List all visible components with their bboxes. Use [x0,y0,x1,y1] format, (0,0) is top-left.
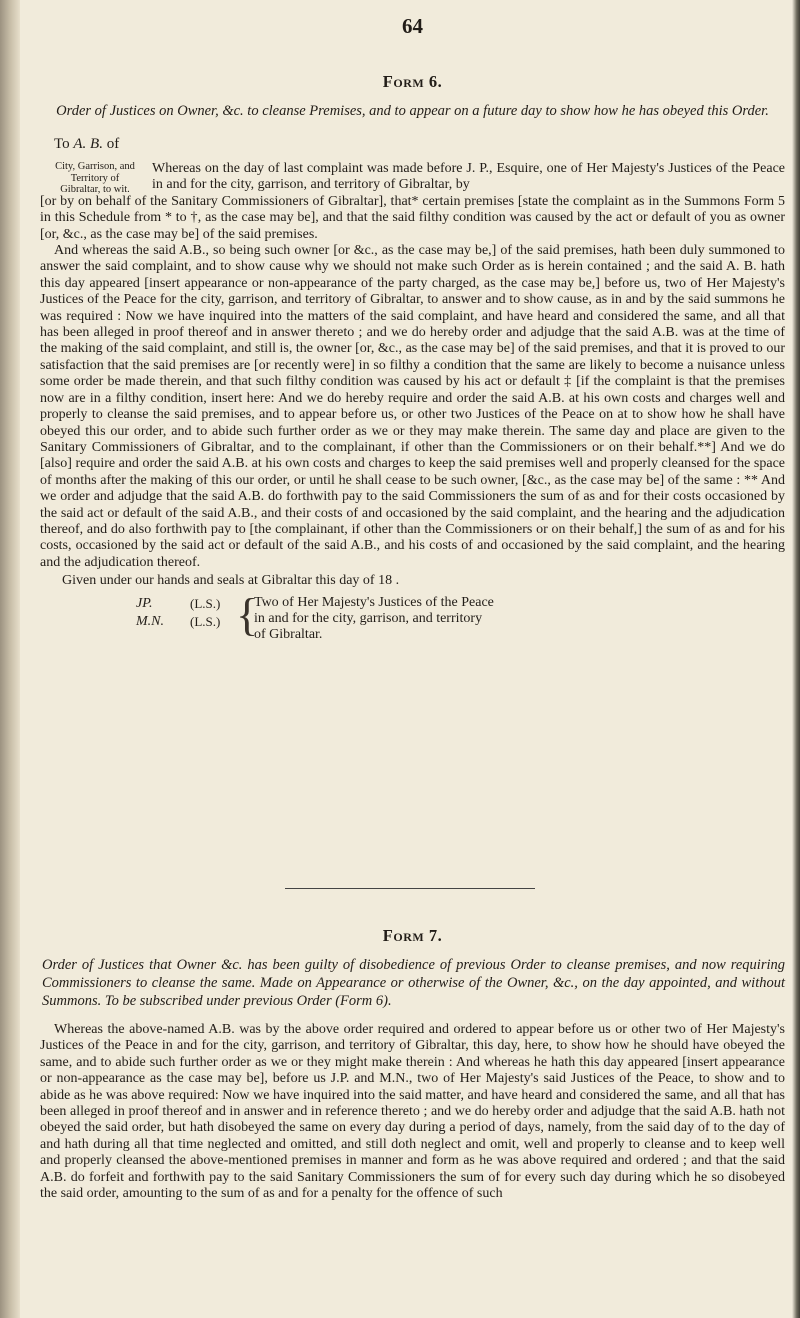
page-number: 64 [402,14,423,38]
book-spine-shadow [0,0,20,1318]
form6-section [40,72,785,655]
seal-marks [190,595,220,631]
page-edge [792,0,800,1318]
signatory-1: JP. [136,596,153,612]
form7-body: Whereas the above-named A.B. was by the above order required and ordered to appear before us or other two of Her Majesty's Justices of the Peace in and for the city, garrison, and territory of Gibraltar, this day, here, to show how he should have obeyed the same, and to abide such further order as we or they might make therein : And whereas he hath this day appeared [insert appearance or non-appearance as the case may be], before us J.P. and M.N., two of Her Majesty's said Justices of the Peace, to show and to abide as he was above required: Now we have inquired into the said matter, and have heard and considered the same, and all that has been alleged in proof thereof and in answer and in reference thereto ; and we do hereby order and adjudge that the said A.B. hath not obeyed the said order, but hath disobeyed the same on every day during a period of days, namely, from the said day of to the day of and hath during all that time neglected and omitted, and still doth neglect and omit, well and properly to cleanse and to keep well and properly cleansed the above-mentioned premises in manner and form as he was above required and ordered ; and that the said A.B. do forfeit and forthwith pay to the said Sanitary Commissioners the sum of for every such day during which he so disobeyed the said order, amounting to the sum of as and for a penalty for the offence of such [40,1022,785,1202]
form6-opening-text: Whereas on the day of last complaint was made before J. P., Esquire, one of Her Majesty's Justices of the Peace in and for the city, garrison, and territory of Gibraltar, by [152,161,785,193]
form6-complaint-paragraph: [or by on behalf of the Sanitary Commissioners of Gibraltar], that* certain premises [state the complaint as in the Summons Form 5 in this Schedule from * to †, as the case may be], and that the said filthy condition was caused by the act or default of you as owner [or, &c., as the case may be] of the said premises. [40,193,785,242]
form6-addressee [54,136,785,153]
form7-heading: Form 7. [382,926,443,945]
signatory-2: M.N. [136,614,164,630]
signatory-initials [136,595,164,631]
to-suffix: of [106,136,120,152]
form7-subtitle: Order of Justices that Owner &c. has been guilty of disobedience of previous Order to cleanse premises, and now requiring Commissioners to cleanse the same. Made on Appearance or otherwise of the Owner, &c., on the day appointed, and without Summons. To be subscribed under previous Order (Form 6). [42,957,785,1009]
to-label: To [54,136,70,152]
section-divider [285,888,535,889]
seal-1: (L.S.) [190,596,221,612]
justices-note: Two of Her Majesty's Justices of the Peace in and for the city, garrison, and territory of Gibraltar. [254,595,494,643]
document-page [40,0,785,1318]
form6-opening [40,161,785,194]
form6-heading: Form 6. [382,72,443,91]
form6-subtitle: Order of Justices on Owner, &c. to cleanse Premises, and to appear on a future day to show how he has obeyed this Order. [56,103,769,119]
form6-order-paragraph: And whereas the said A.B., so being such owner [or &c., as the case may be,] of the said premises, hath been duly summoned to answer the said complaint, and to show cause why we should not make such Order as is herein contained ; and the said A. B. hath this day appeared [insert appearance or non-appearance of the party charged, as the case may be,] before us, two of Her Majesty's Justices of the Peace for the city, garrison, and territory of Gibraltar, to answer and to show cause, as in and by the said summons he was required : Now we have inquired into the matters of the said complaint, and have heard and considered the same, and all that has been alleged in proof thereof and in answer thereto ; and we do hereby order and adjudge that the said A.B. was at the time of the making of the said complaint, and still is, the owner [or, &c., as the case may be] of the said premises, and that it is proved to our satisfaction that the said premises are [or recently were] in so filthy a condition that the same are likely to become a nuisance unless some order be made therein, and that such filthy condition was caused by his act or default ‡ [if the complaint is that the premises now are in a filthy condition, insert here: And we do hereby require and order the said A.B. at his own costs and charges well and properly to cleanse the said premises, and to appear before us, or other two Justices of the Peace on at to show how he shall have obeyed this our order, and to abide such further order as we or they may make therein. The same day and place are given to the Sanitary Commissioners of Gibraltar, and to the complainant, if other than the Commissioners or on their behalf.**] And we do [also] require and order the said A.B. at his own costs and charges to keep the said premises well and properly cleansed for the space of months after the making of this our order, or until he shall cease to be such owner, [&c., as the case may be] of the same : ** And we order and adjudge that the said A.B. do forthwith pay to the said Commissioners the sum of as and for their costs occasioned by the said act or default of the said A.B., and their costs of and occasioned by the said complaint, and the hearing and the adjudication thereof, and do also forthwith pay to [the complainant, if other than the Commissioners or on their behalf,] the sum of as and for his costs, occasioned by the said act or default of the said A.B., and his costs of and occasioned by the said complaint, and the hearing and the adjudication thereof. [40,243,785,570]
jurisdiction-marginal-note: City, Garrison, and Territory of Gibraltar, to wit. [55,161,135,195]
form6-signature-block [40,589,785,655]
form7-section [40,926,785,1202]
brace-glyph: { [236,589,259,641]
form6-dated-line: Given under our hands and seals at Gibraltar this day of 18 . [62,573,400,589]
to-value: A. B. [73,136,103,152]
seal-2: (L.S.) [190,614,221,630]
